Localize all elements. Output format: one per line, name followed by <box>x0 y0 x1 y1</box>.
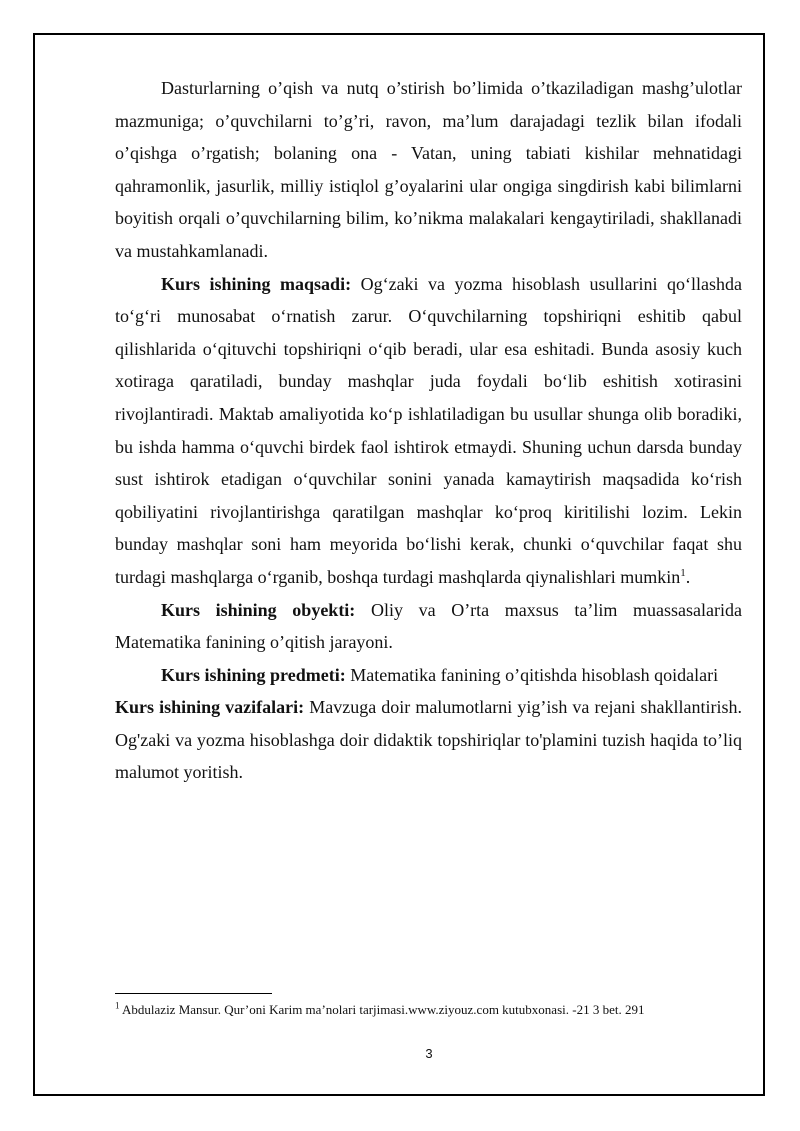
footnote-separator <box>115 993 272 994</box>
object-text: Oliy va O’rta maxsus ta’lim muassasalarida Matematika fanining o’qitish jarayoni. <box>115 599 742 653</box>
footnote-text: Abdulaziz Mansur. Qur’oni Karim ma’nolari tarjimasi.www.ziyouz.com kutubxonasi. -21 3 bet. 291 <box>119 1002 645 1017</box>
tasks-text: Mavzuga doir malumotlarni yig’ish va rejani shakllantirish. Og'zaki va yozma hisoblashga doir didaktik topshiriqlar to'plamini tuzish haqida to’liq malumot yoritish. <box>115 697 743 783</box>
body-text <box>115 72 742 789</box>
page-number: 3 <box>425 1046 433 1061</box>
tasks-label: Kurs ishining vazifalari: <box>115 697 305 718</box>
paragraph-tasks <box>115 691 742 789</box>
paragraph-goal <box>115 268 742 594</box>
goal-text: Og‘zaki va yozma hisoblash usullarini qo‘llashda to‘g‘ri munosabat o‘rnatish zarur. O‘quvchilarning topshiriqni eshitib qabul qilishlarida o‘qituvchi topshiriqni o‘qib beradi, ular esa eshitadi. Bunda asosiy kuch xotiraga qaratiladi, bunday mashqlar juda foydali bo‘lib eshitish xotirasini rivojlantiradi. Maktab amaliyotida ko‘p ishlatiladigan bu usullar shunga olib boradiki, bu ishda hamma o‘quvchi birdek faol ishtirok etmaydi. Shuning uchun darsda bunday sust ishtirok etadigan o‘quvchilar sonini yanada kamaytirish maqsadida ko‘rish qobiliyatini rivojlantirishga qaratilgan mashqlar ko‘proq kiritilishi lozim. Lekin bunday mashqlar soni ham meyorida bo‘lishi kerak, chunki o‘quvchilar faqat shu turdagi mashqlarga o‘rganib, boshqa turdagi mashqlarda qiynalishlari mumkin <box>115 273 743 587</box>
footnote-reference[interactable]: 1 <box>680 566 686 579</box>
goal-label: Kurs ishining maqsadi: <box>161 273 352 294</box>
paragraph-object <box>115 594 742 659</box>
goal-end: . <box>685 566 691 587</box>
intro-text: Dasturlarning o’qish va nutq o’stirish bo’limida o’tkaziladigan mashg’ulotlar mazmuniga; o’quvchilarni to’g’ri, ravon, ma’lum darajadagi tezlik bilan ifodali o’qishga o’rgatish; bolaning ona - Vatan, uning tabiati kishilar mehnatidagi qahramonlik, jasurlik, milliy istiqlol g’oyalarini ular ongiga singdirish kabi bilimlarni boyitish orqali o’quvchilarning bilim, ko’nikma malakalari kengaytiriladi, shakllanadi va mustahkamlanadi. <box>115 78 742 261</box>
subject-label: Kurs ishining predmeti: <box>161 664 346 685</box>
subject-text: Matematika fanining o’qitishda hisoblash qoidalari <box>345 664 719 685</box>
paragraph-subject <box>115 659 742 692</box>
paragraph-intro <box>115 72 742 268</box>
object-label: Kurs ishining obyekti: <box>161 599 356 620</box>
footnote <box>115 1001 742 1019</box>
footnote-marker: 1 <box>115 1000 120 1011</box>
